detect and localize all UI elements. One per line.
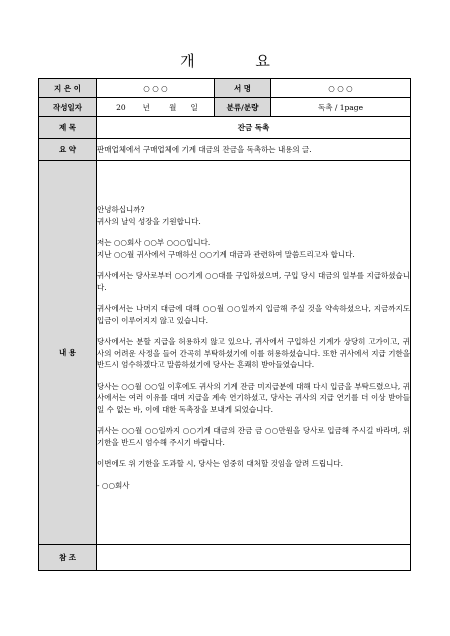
subject-row <box>39 117 411 139</box>
content-paragraph <box>97 480 410 492</box>
content-paragraph <box>97 237 410 260</box>
content-paragraph <box>97 336 410 371</box>
content-line: 귀사의 날익 성장을 기원합니다. <box>97 216 201 226</box>
content-line: 이번에도 위 기한을 도과할 시, 당사는 엄중히 대처할 것임을 알려 드립니다. <box>97 459 343 468</box>
content-row <box>39 161 411 545</box>
date-day-unit: 일 <box>190 102 198 112</box>
summary-row <box>39 139 411 161</box>
summary-value: 판매업체에서 구매업체에 기계 대금의 잔금을 독촉하는 내용의 글. <box>97 139 411 161</box>
content-body <box>97 161 411 545</box>
author-row <box>39 79 411 98</box>
content-line: 당사는 ○○월 ○○일 이후에도 귀사의 기계 잔금 미지급분에 대해 다시 입금을 부탁드렸으나, 귀사에서는 여러 이유를 대며 지급을 계속 연기하셨고, 당사는 귀사의 지급 연기를 더 이상 받아들일 수 없는 바, 이에 대한 독촉장을 보내게 되었습니다. <box>97 381 410 414</box>
outline-table <box>38 78 411 571</box>
summary-label: 요 약 <box>39 139 97 161</box>
content-line: - ○○회사 <box>97 480 130 490</box>
content-line: 귀사에서는 당사로부터 ○○기계 ○○대를 구입하셨으며, 구입 당시 대금의 일부를 지급하셨습니다. <box>97 271 410 292</box>
signature-value: ○ ○ ○ <box>271 79 411 98</box>
date-month-unit: 월 <box>169 102 177 112</box>
content-line: 안녕하십니까? <box>97 205 145 214</box>
reference-value <box>97 545 411 571</box>
content-line: 귀사에서는 나머지 대금에 대해 ○○월 ○○일까지 입금해 주실 것을 약속하셨으나, 지금까지도 입금이 이루어지지 않고 있습니다. <box>97 304 410 325</box>
subject-label: 제 목 <box>39 117 97 139</box>
content-paragraph <box>97 204 410 227</box>
author-value: ○ ○ ○ <box>97 79 215 98</box>
content-paragraph <box>97 381 410 416</box>
signature-label: 서 명 <box>215 79 271 98</box>
content-paragraph <box>97 270 410 293</box>
content-paragraph <box>97 458 410 470</box>
reference-label: 참 조 <box>39 545 97 571</box>
content-paragraph <box>97 425 410 448</box>
author-label: 지 은 이 <box>39 79 97 98</box>
document-title: 개 요 <box>180 52 298 70</box>
date-row <box>39 98 411 117</box>
reference-row <box>39 545 411 571</box>
date-year: 20 <box>116 102 126 112</box>
subject-value: 잔금 독촉 <box>97 117 411 139</box>
content-line: 지난 ○○월 귀사에서 구매하신 ○○기계 대금과 관련하여 말씀드리고자 합니다. <box>97 249 355 259</box>
content-line: 당사에서는 분할 지급을 허용하지 않고 있으나, 귀사에서 구입하신 기계가 상당히 고가이고, 귀사의 어려운 사정을 들어 간곡히 부탁하셨기에 이를 허용하셨습니다. 또한 귀사에서 지급 기한을 반드시 엄수하겠다고 말씀하셨기에 당사는 흔쾌히 받아들였습니다. <box>97 337 410 369</box>
category-label: 분류/분량 <box>215 98 271 117</box>
date-value <box>97 98 215 117</box>
content-paragraph <box>97 303 410 326</box>
content-label: 내 용 <box>39 161 97 545</box>
date-year-unit: 년 <box>142 102 150 112</box>
category-value: 독촉 / 1page <box>271 98 411 117</box>
content-line: 저는 ○○회사 ○○부 ○○○입니다. <box>97 238 211 247</box>
date-label: 작성일자 <box>39 98 97 117</box>
content-line: 귀사는 ○○월 ○○일까지 ○○기계 대금의 잔금 금 ○○만원을 당사로 입금해 주시길 바라며, 위 기한을 반드시 엄수해 주시기 바랍니다. <box>97 426 410 447</box>
